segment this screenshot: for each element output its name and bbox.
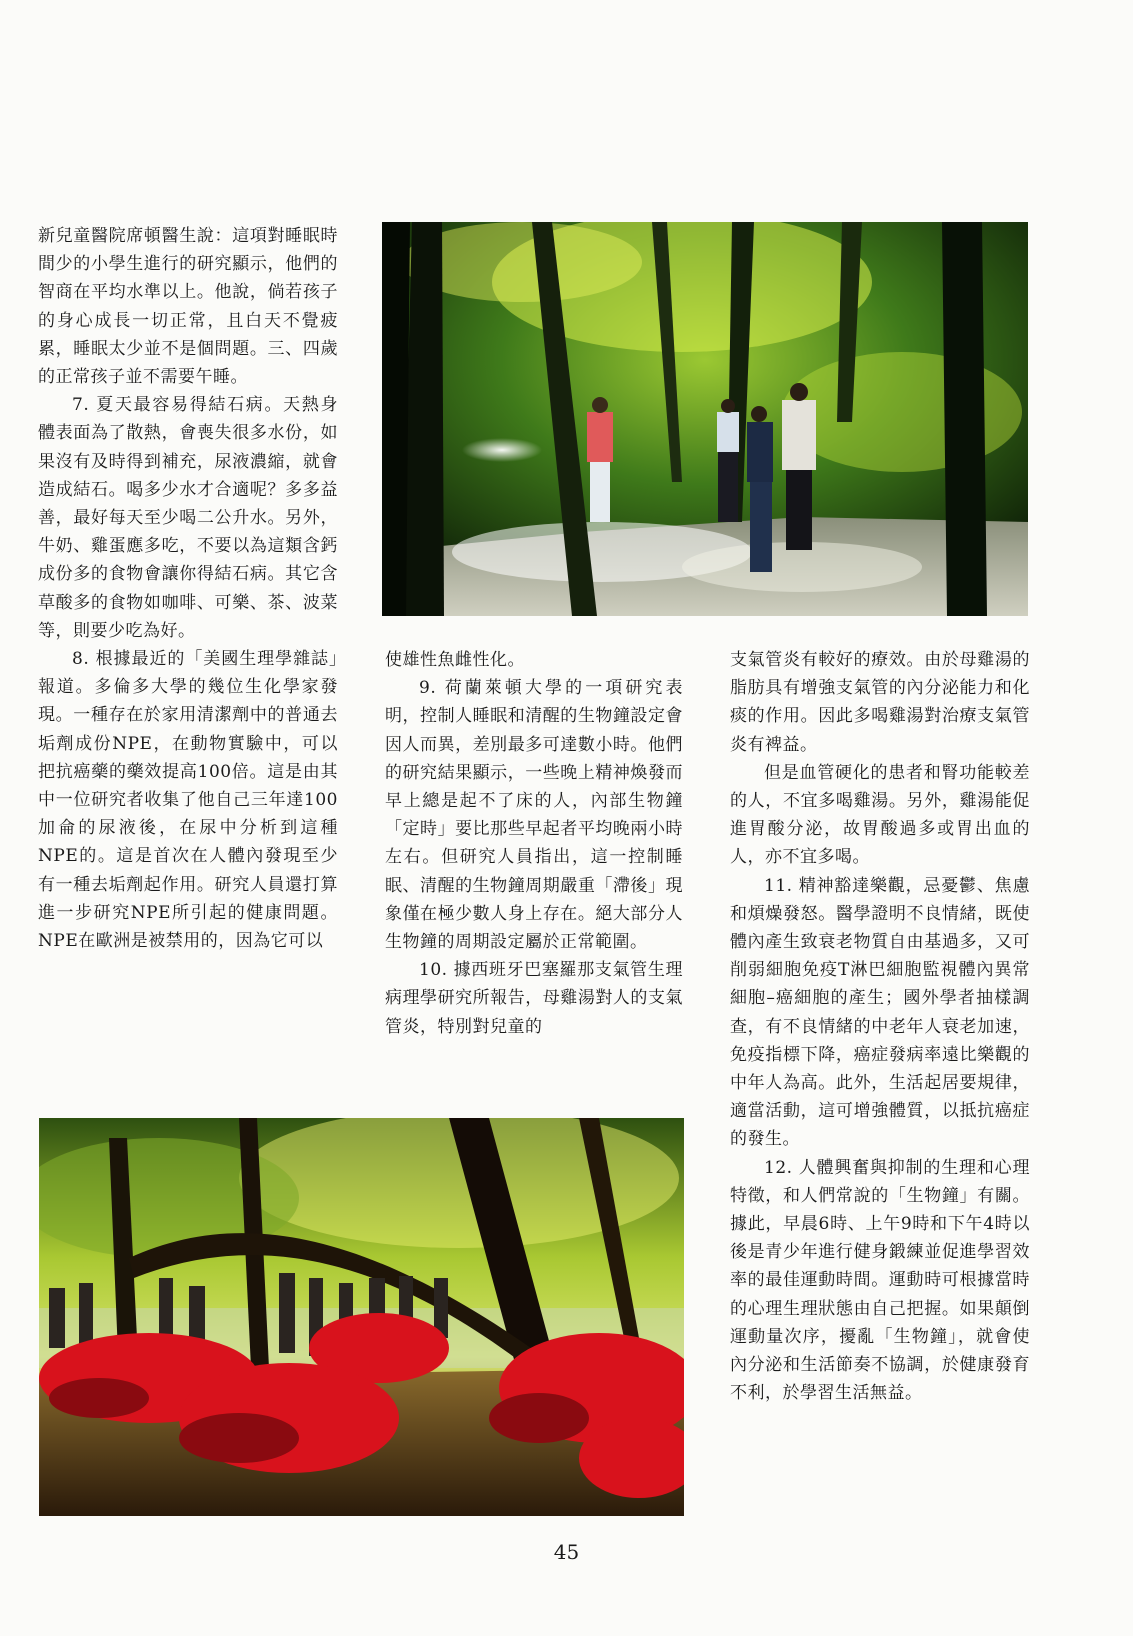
paragraph: 新兒童醫院席頓醫生說：這項對睡眠時間少的小學生進行的研究顯示，他們的智商在平均水準以上。他說，倘若孩子的身心成長一切正常，且白天不覺疲累，睡眠太少並不是個問題。三、四歲的正常孩子並不需要午睡。 (38, 226, 338, 388)
park-exercise-photo (382, 222, 1028, 616)
text-column-middle (385, 646, 683, 1041)
paragraph: 7. 夏天最容易得結石病。天熱身體表面為了散熱，會喪失很多水份，如果沒有及時得到補充，尿液濃縮，就會造成結石。喝多少水才合適呢？多多益善，最好每天至少喝二公升水。另外，牛奶、雞蛋應多吃，不要以為這類含鈣成份多的食物會讓你得結石病。其它含草酸多的食物如咖啡、可樂、茶、波菜等，則要少吃為好。 (38, 395, 338, 641)
paragraph: 9. 荷蘭萊頓大學的一項研究表明，控制人睡眠和清醒的生物鐘設定會因人而異，差別最多可達數小時。他們的研究結果顯示，一些晚上精神煥發而早上總是起不了床的人，內部生物鐘「定時」要比那些早起者平均晚兩小時左右。但研究人員指出，這一控制睡眠、清醒的生物鐘周期嚴重「滯後」現象僅在極少數人身上存在。絕大部分人生物鐘的周期設定屬於正常範圍。 (385, 678, 683, 953)
paragraph: 11. 精神豁達樂觀，忌憂鬱、焦慮和煩燥發怒。醫學證明不良情緒，既使體內產生致衰老物質自由基過多，又可削弱細胞免疫T淋巴細胞監視體內異常細胞–癌細胞的產生；國外學者抽樣調查，有不良情緒的中老年人衰老加速，免疫指標下降，癌症發病率遠比樂觀的中年人為高。此外，生活起居要規律，適當活動，這可增強體質，以抵抗癌症的發生。 (730, 875, 1030, 1150)
paragraph: 但是血管硬化的患者和腎功能較差的人，不宜多喝雞湯。另外，雞湯能促進胃酸分泌，故胃酸過多或胃出血的人，亦不宜多喝。 (730, 762, 1030, 868)
paragraph: 支氣管炎有較好的療效。由於母雞湯的脂肪具有增強支氣管的內分泌能力和化痰的作用。因此多喝雞湯對治療支氣管炎有裨益。 (730, 650, 1030, 755)
paragraph: 8. 根據最近的「美國生理學雜誌」報道。多倫多大學的幾位生化學家發現。一種存在於家用清潔劑中的普通去垢劑成份NPE，在動物實驗中，可以把抗癌藥的藥效提高100倍。這是由其中一位研究者收集了他自己三年達100加侖的尿液後，在尿中分析到這種NPE的。這是首次在人體內發現至少有一種去垢劑起作用。研究人員還打算進一步研究NPE所引起的健康問題。NPE在歐洲是被禁用的，因為它可以 (38, 649, 338, 952)
paragraph: 12. 人體興奮與抑制的生理和心理特徵，和人們常說的「生物鐘」有關。據此，早晨6時、上午9時和下午4時以後是青少年進行健身鍛練並促進學習效率的最佳運動時間。運動時可根據當時的心理生理狀態由自己把握。如果顛倒運動量次序，擾亂「生物鐘」，就會使內分泌和生活節奏不協調，於健康發育不利，於學習生活無益。 (730, 1157, 1030, 1404)
paragraph: 10. 據西班牙巴塞羅那支氣管生理病理學研究所報告，母雞湯對人的支氣管炎，特別對兒童的 (385, 960, 683, 1037)
page-number: 45 (553, 1540, 580, 1564)
paragraph: 使雄性魚雌性化。 (385, 650, 525, 670)
park-azalea-photo (39, 1118, 684, 1516)
text-column-right (730, 646, 1030, 1407)
text-column-left (38, 222, 338, 955)
